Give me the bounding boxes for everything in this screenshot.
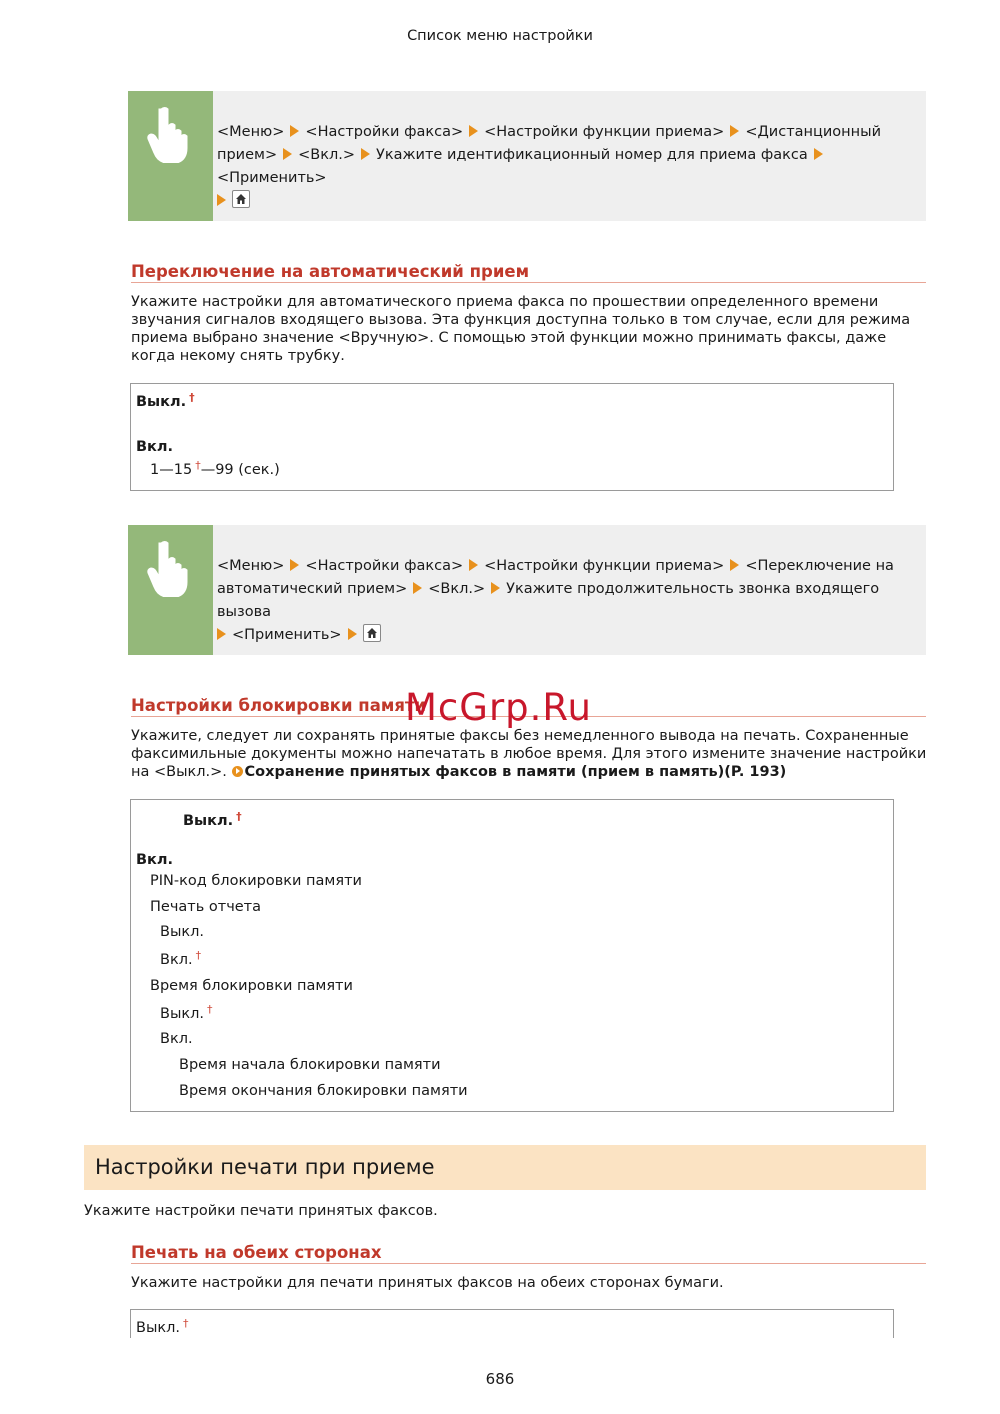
hand-band (128, 525, 213, 655)
arrow-icon (491, 582, 500, 594)
arrow-icon (217, 628, 226, 640)
procedure-box (128, 91, 926, 221)
section-description: Укажите, следует ли сохранять принятые факсы без немедленного вывода на печать. Сохраненные факсимильные документы можно напечатать в любое время. Для этого измените значение настройки на <Выкл.>. Сохранение принятых факсов в памяти (прием в память)(P. 193) (131, 728, 927, 780)
arrow-icon (283, 148, 292, 160)
default-dagger-icon: † (195, 459, 201, 472)
step: <Настройки функции приема> (484, 558, 725, 574)
procedure-steps (217, 555, 916, 647)
hand-band (128, 91, 213, 221)
arrow-icon (413, 582, 422, 594)
arrow-icon (361, 148, 370, 160)
section-heading: Печать на обеих сторонах (131, 1243, 926, 1264)
step: прием> (217, 147, 278, 163)
range-value: 1—15 †—99 (сек.) (150, 459, 280, 478)
setting-item: Печать отчета (150, 899, 262, 915)
section-title: Настройки печати при приеме (95, 1155, 435, 1179)
setting-item: PIN-код блокировки памяти (150, 873, 362, 889)
arrow-icon (469, 559, 478, 571)
step: <Меню> (217, 124, 285, 140)
default-dagger-icon: † (236, 810, 242, 823)
step: автоматический прием> (217, 581, 408, 597)
section-heading: Настройки блокировки памяти (131, 696, 926, 717)
home-icon (363, 624, 381, 642)
step: <Вкл.> (428, 581, 486, 597)
option-on: Вкл. (136, 852, 174, 868)
option-off: Выкл. † (136, 1317, 189, 1336)
setting-item: Время блокировки памяти (150, 978, 353, 994)
step: <Применить> (232, 627, 342, 643)
default-dagger-icon: † (195, 949, 202, 962)
step: <Переключение на (745, 558, 894, 574)
step: <Вкл.> (298, 147, 356, 163)
setting-item: Время окончания блокировки памяти (179, 1083, 468, 1099)
arrow-icon (469, 125, 478, 137)
hand-pointer-icon (146, 105, 194, 163)
step: <Применить> (217, 170, 327, 186)
reference-link[interactable]: Сохранение принятых факсов в памяти (прием в память)(P. 193) (244, 764, 787, 780)
arrow-icon (814, 148, 823, 160)
default-dagger-icon: † (189, 391, 195, 404)
arrow-icon (217, 194, 226, 206)
arrow-icon (348, 628, 357, 640)
arrow-icon (290, 125, 299, 137)
watermark: McGrp.Ru (405, 686, 592, 729)
step: <Настройки функции приема> (484, 124, 725, 140)
settings-box (130, 383, 894, 491)
section-description: Укажите настройки печати принятых факсов. (84, 1203, 438, 1219)
step: Укажите продолжительность звонка входящего вызова (217, 581, 880, 620)
settings-box (130, 1309, 894, 1338)
page-header: Список меню настройки (407, 28, 593, 44)
option-on: Вкл. (136, 439, 174, 455)
step: <Дистанционный (745, 124, 882, 140)
link-arrow-icon (232, 766, 243, 777)
home-icon (232, 190, 250, 208)
settings-box (130, 799, 894, 1112)
page-number: 686 (485, 1370, 515, 1388)
section-description: Укажите настройки для печати принятых факсов на обеих сторонах бумаги. (131, 1275, 724, 1291)
default-dagger-icon: † (183, 1317, 189, 1330)
arrow-icon (730, 125, 739, 137)
option-value: Выкл. † (160, 1003, 213, 1022)
option-value: Выкл. (160, 924, 205, 940)
section-description: Укажите настройки для автоматического приема факса по прошествии определенного времени звучания сигналов входящего вызова. Эта функция доступна только в том случае, если для режима приема выбрано значение <Вручную>. С помощью этой функции можно принимать факсы, даже когда некому снять трубку. (131, 294, 911, 364)
setting-item: Время начала блокировки памяти (179, 1057, 441, 1073)
arrow-icon (730, 559, 739, 571)
option-value: Вкл. (160, 1031, 193, 1047)
option-off: Выкл. † (136, 391, 195, 410)
option-value: Вкл. † (160, 949, 202, 968)
default-dagger-icon: † (207, 1003, 213, 1016)
option-off: Выкл. † (183, 810, 242, 829)
step: <Меню> (217, 558, 285, 574)
hand-pointer-icon (146, 539, 194, 597)
step: <Настройки факса> (305, 124, 464, 140)
step: Укажите идентификационный номер для приема факса (376, 147, 808, 163)
procedure-steps (217, 121, 916, 213)
section-band (84, 1145, 926, 1190)
arrow-icon (290, 559, 299, 571)
procedure-box (128, 525, 926, 655)
section-heading: Переключение на автоматический прием (131, 262, 926, 283)
step: <Настройки факса> (305, 558, 464, 574)
